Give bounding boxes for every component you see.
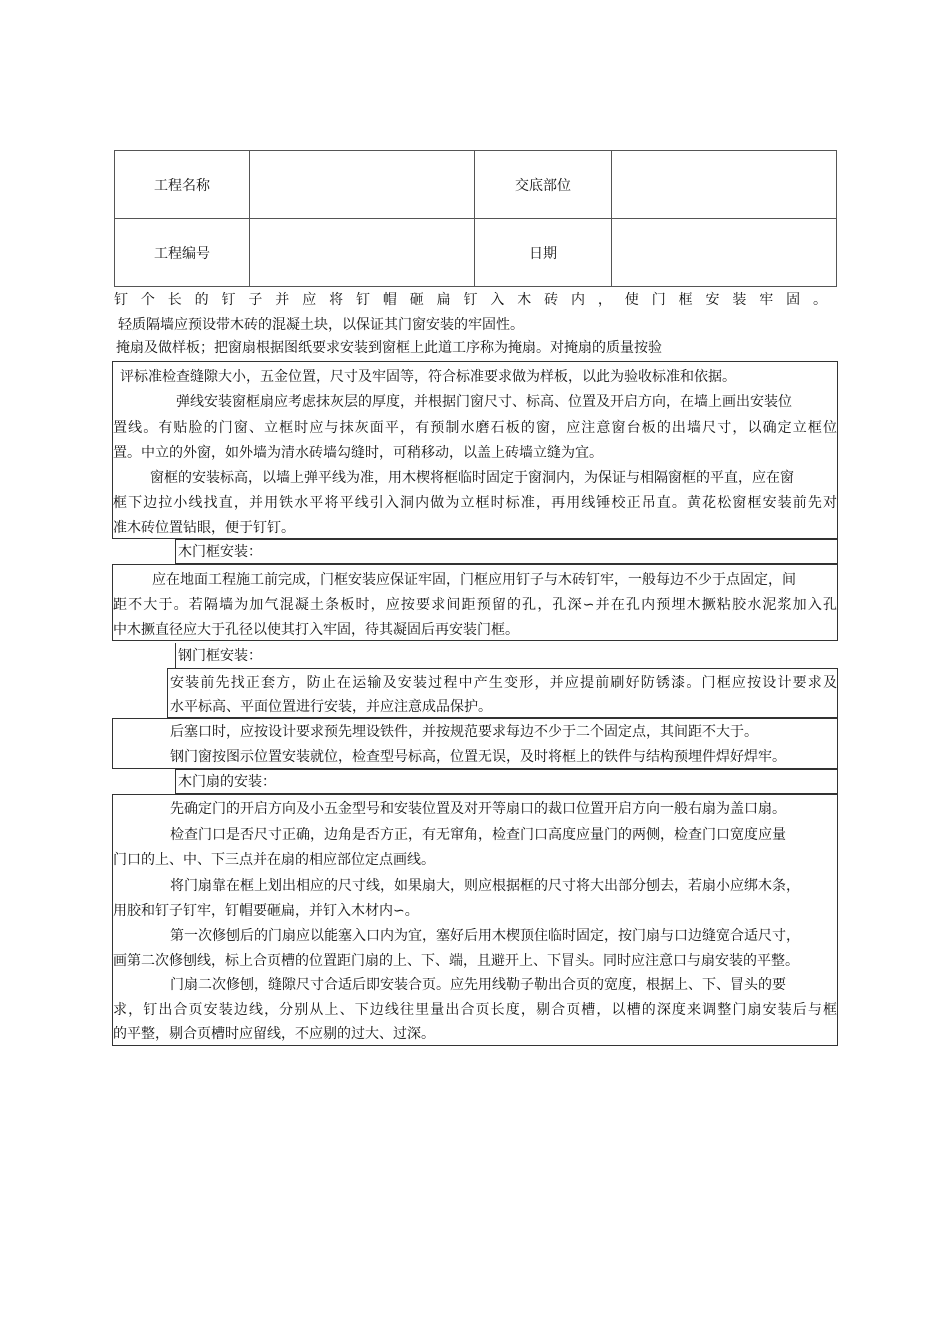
wood-sash-line-7: 画第二次修刨线，标上合页槽的位置距门扇的上、下、端，且避开上、下冒头。同时应注意口与扇安装的平整。 (113, 953, 799, 969)
window-line-2: 弹线安装窗框扇应考虑抹灰层的厚度，并根据门窗尺寸、标高、位置及开启方向，在墙上画出安装位 (176, 394, 792, 410)
wood-sash-line-9: 求，钉出合页安装边线，分别从上、下边线往里量出合页长度，剔合页槽，以槽的深度来调整门扇安装后与框 (113, 1002, 837, 1018)
intro-line-1: 钉个长的钉子并应将钉帽砸扁钉入木砖内，使门框安装牢固。 (114, 292, 828, 308)
wood-frame-heading-box (175, 539, 838, 564)
intro-line-2: 轻质隔墙应预设带木砖的混凝土块，以保证其门窗安装的牢固性。 (118, 317, 524, 333)
location-label: 交底部位 (475, 151, 612, 219)
wood-sash-line-1: 先确定门的开启方向及小五金型号和安装位置及对开等扇口的裁口位置开启方向一般右扇为盖口扇。 (170, 801, 786, 817)
project-name-label: 工程名称 (115, 151, 250, 219)
header-row-2 (115, 219, 837, 287)
window-line-1: 评标准检查缝隙大小，五金位置，尺寸及牢固等，符合标准要求做为样板，以此为验收标准和依据。 (120, 369, 736, 385)
header-row-1 (115, 151, 837, 219)
wood-sash-line-10: 的平整，剔合页槽时应留线，不应剔的过大、过深。 (113, 1026, 435, 1042)
wood-frame-line-3: 中木撅直径应大于孔径以使其打入牢固，待其凝固后再安装门框。 (113, 622, 519, 638)
wood-sash-line-3: 门口的上、中、下三点并在扇的相应部位定点画线。 (113, 852, 435, 868)
steel-frame-heading: 钢门框安装： (178, 648, 262, 664)
steel-frame-heading-box (175, 643, 838, 668)
window-line-7: 准木砖位置钻眼，便于钉钉。 (113, 520, 295, 536)
project-no-label: 工程编号 (115, 219, 250, 287)
header-table (114, 150, 837, 287)
steel-fix-line-1: 后塞口时，应按设计要求预先埋设铁件，并按规范要求每边不少于二个固定点，其间距不大于。 (170, 724, 758, 740)
steel-frame-line-1: 安装前先找正套方，防止在运输及安装过程中产生变形，并应提前刷好防锈漆。门框应按设计要求及 (170, 675, 837, 691)
window-line-4: 置。中立的外窗，如外墙为清水砖墙勾缝时，可稍移动，以盖上砖墙立缝为宜。 (113, 445, 603, 461)
window-line-6: 框下边拉小线找直，并用铁水平将平线引入洞内做为立框时标准，再用线锤校正吊直。黄花松窗框安装前先对 (113, 495, 837, 511)
wood-sash-line-4: 将门扇靠在框上划出相应的尺寸线，如果扇大，则应根据框的尺寸将大出部分刨去，若扇小应绑木条， (170, 878, 800, 894)
wood-sash-heading: 木门扇的安装： (178, 774, 276, 790)
wood-sash-line-6: 第一次修刨后的门扇应以能塞入口内为宜，塞好后用木楔顶住临时固定，按门扇与口边缝宽合适尺寸， (170, 928, 800, 944)
wood-sash-line-8: 门扇二次修刨，缝隙尺寸合适后即安装合页。应先用线勒子勒出合页的宽度，根据上、下、冒头的要 (170, 977, 786, 993)
wood-frame-heading: 木门框安装： (178, 544, 262, 560)
window-line-3: 置线。有贴脸的门窗、立框时应与抹灰面平，有预制水磨石板的窗，应注意窗台板的出墙尺寸，以确定立框位 (113, 420, 837, 436)
steel-fix-line-2: 钢门窗按图示位置安装就位，检查型号标高，位置无误，及时将框上的铁件与结构预埋件焊好焊牢。 (170, 749, 786, 765)
window-line-5: 窗框的安装标高，以墙上弹平线为准，用木楔将框临时固定于窗洞内，为保证与相隔窗框的平直，应在窗 (150, 470, 794, 486)
date-value (612, 219, 837, 287)
wood-frame-line-1: 应在地面工程施工前完成，门框安装应保证牢固，门框应用钉子与木砖钉牢，一般每边不少于点固定，间 (152, 572, 796, 588)
location-value (612, 151, 837, 219)
wood-sash-line-5: 用胶和钉子钉牢，钉帽要砸扁，并钉入木材内∽。 (113, 903, 419, 919)
wood-frame-line-2: 距不大于。若隔墙为加气混凝土条板时，应按要求间距预留的孔，孔深∽并在孔内预埋木撅粘胶水泥浆加入孔 (113, 597, 837, 613)
intro-line-3: 掩扇及做样板；把窗扇根据图纸要求安装到窗框上此道工序称为掩扇。对掩扇的质量按验 (116, 340, 662, 356)
project-no-value (250, 219, 475, 287)
wood-sash-line-2: 检查门口是否尺寸正确，边角是否方正，有无窜角，检查门口高度应量门的两侧，检查门口宽度应量 (170, 827, 786, 843)
steel-frame-line-2: 水平标高、平面位置进行安装，并应注意成品保护。 (170, 699, 492, 715)
date-label: 日期 (475, 219, 612, 287)
project-name-value (250, 151, 475, 219)
